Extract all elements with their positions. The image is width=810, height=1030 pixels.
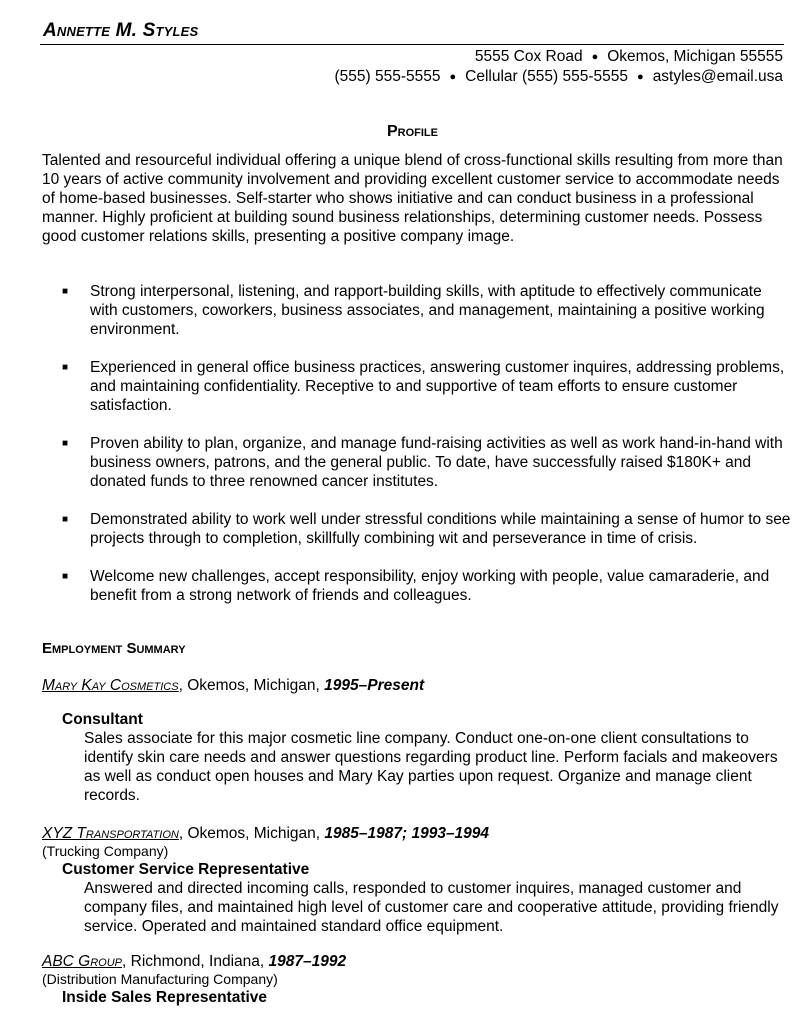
job-description: Answered and directed incoming calls, responded to customer inquires, managed customer and company files, and maintained high level of customer care and cooperative attitude, providing friendly service. Operated and maintained standard office equipment. — [84, 880, 779, 935]
profile-heading: Profile — [386, 123, 438, 140]
list-item — [62, 510, 792, 548]
company-name: XYZ Transportation — [42, 825, 179, 842]
list-item — [62, 434, 792, 491]
bullet-text: Experienced in general office business practices, answering customer inquires, addressing problems, and maintaining confidentiality. Receptive to and supportive of team efforts to ensure customer satisfaction. — [90, 359, 785, 414]
company-name: Mary Kay Cosmetics — [42, 677, 179, 694]
street-address: 5555 Cox Road — [474, 48, 583, 65]
job-entry — [42, 676, 784, 805]
job-role: Consultant — [62, 711, 143, 728]
list-item — [62, 567, 792, 605]
list-item — [62, 358, 792, 415]
employment-dates: 1995–Present — [324, 677, 425, 694]
company-line — [42, 824, 784, 843]
bullet-text: Welcome new challenges, accept responsibility, enjoy working with people, value camaraderie, and benefit from a strong network of friends and colleagues. — [90, 568, 770, 604]
bullet-text: Proven ability to plan, organize, and manage fund-raising activities as well as work hand-in-hand with business owners, patrons, and the general public. To date, have successfully raised $180K+ and donated funds to three renowned cancer institutes. — [90, 435, 783, 490]
employment-heading: Employment Summary — [42, 640, 186, 657]
bullet-icon: ■ — [62, 571, 69, 582]
company-line — [42, 952, 346, 971]
company-location: , Okemos, Michigan, — [178, 825, 325, 842]
spacer — [42, 695, 784, 710]
header-divider — [40, 44, 784, 45]
profile-summary: Talented and resourceful individual offering a unique blend of cross-functional skills resulting from more than 10 years of active community involvement and providing excellent customer service to accommodate needs of home-based businesses. Self-starter who shows initiative and can conduct business in a professional manner. Highly proficient at building sound business relationships, determining customer needs. Possess good customer relations skills, presenting a positive company image. — [42, 152, 783, 245]
candidate-name: Annette M. Styles — [43, 20, 199, 41]
email-address: astyles@email.usa — [652, 68, 783, 85]
city-state-zip: Okemos, Michigan 55555 — [607, 48, 783, 65]
job-role: Inside Sales Representative — [62, 989, 268, 1006]
job-entry — [42, 952, 346, 1007]
employment-dates: 1985–1987; 1993–1994 — [324, 825, 490, 842]
bullet-text: Demonstrated ability to work well under stressful conditions while maintaining a sense of humor to see projects through to completion, skillfully combining wit and perseverance in time of crisis. — [90, 511, 791, 547]
home-phone: (555) 555-5555 — [334, 68, 441, 85]
cell-phone: Cellular (555) 555-5555 — [465, 68, 629, 85]
list-item — [62, 282, 792, 339]
separator-dot: ● — [449, 71, 457, 83]
bullet-text: Strong interpersonal, listening, and rapport-building skills, with aptitude to effectively communicate with customers, coworkers, business associates, and management, maintaining a positive working environment. — [90, 283, 765, 338]
company-type: (Trucking Company) — [42, 843, 169, 859]
company-location: , Okemos, Michigan, — [178, 677, 325, 694]
bullet-icon: ■ — [62, 362, 69, 373]
profile-bullet-list — [62, 282, 792, 605]
separator-dot: ● — [591, 51, 599, 63]
job-role: Customer Service Representative — [62, 861, 310, 878]
company-type: (Distribution Manufacturing Company) — [42, 971, 278, 987]
bullet-icon: ■ — [62, 286, 69, 297]
contact-block — [335, 47, 783, 87]
company-name: ABC Group — [42, 953, 123, 970]
bullet-icon: ■ — [62, 514, 69, 525]
employment-dates: 1987–1992 — [268, 953, 347, 970]
company-location: , Richmond, Indiana, — [122, 953, 269, 970]
separator-dot: ● — [637, 71, 644, 83]
company-line — [42, 676, 784, 695]
address-line — [335, 47, 783, 67]
job-description: Sales associate for this major cosmetic line company. Conduct one-on-one client consultations to identify skin care needs and answer questions regarding product line. Perform facials and makeovers as well as conduct open houses and Mary Kay parties upon request. Organize and manage client records. — [84, 730, 778, 804]
job-entry — [42, 824, 784, 936]
bullet-icon: ■ — [62, 438, 69, 449]
phone-line — [335, 67, 783, 87]
